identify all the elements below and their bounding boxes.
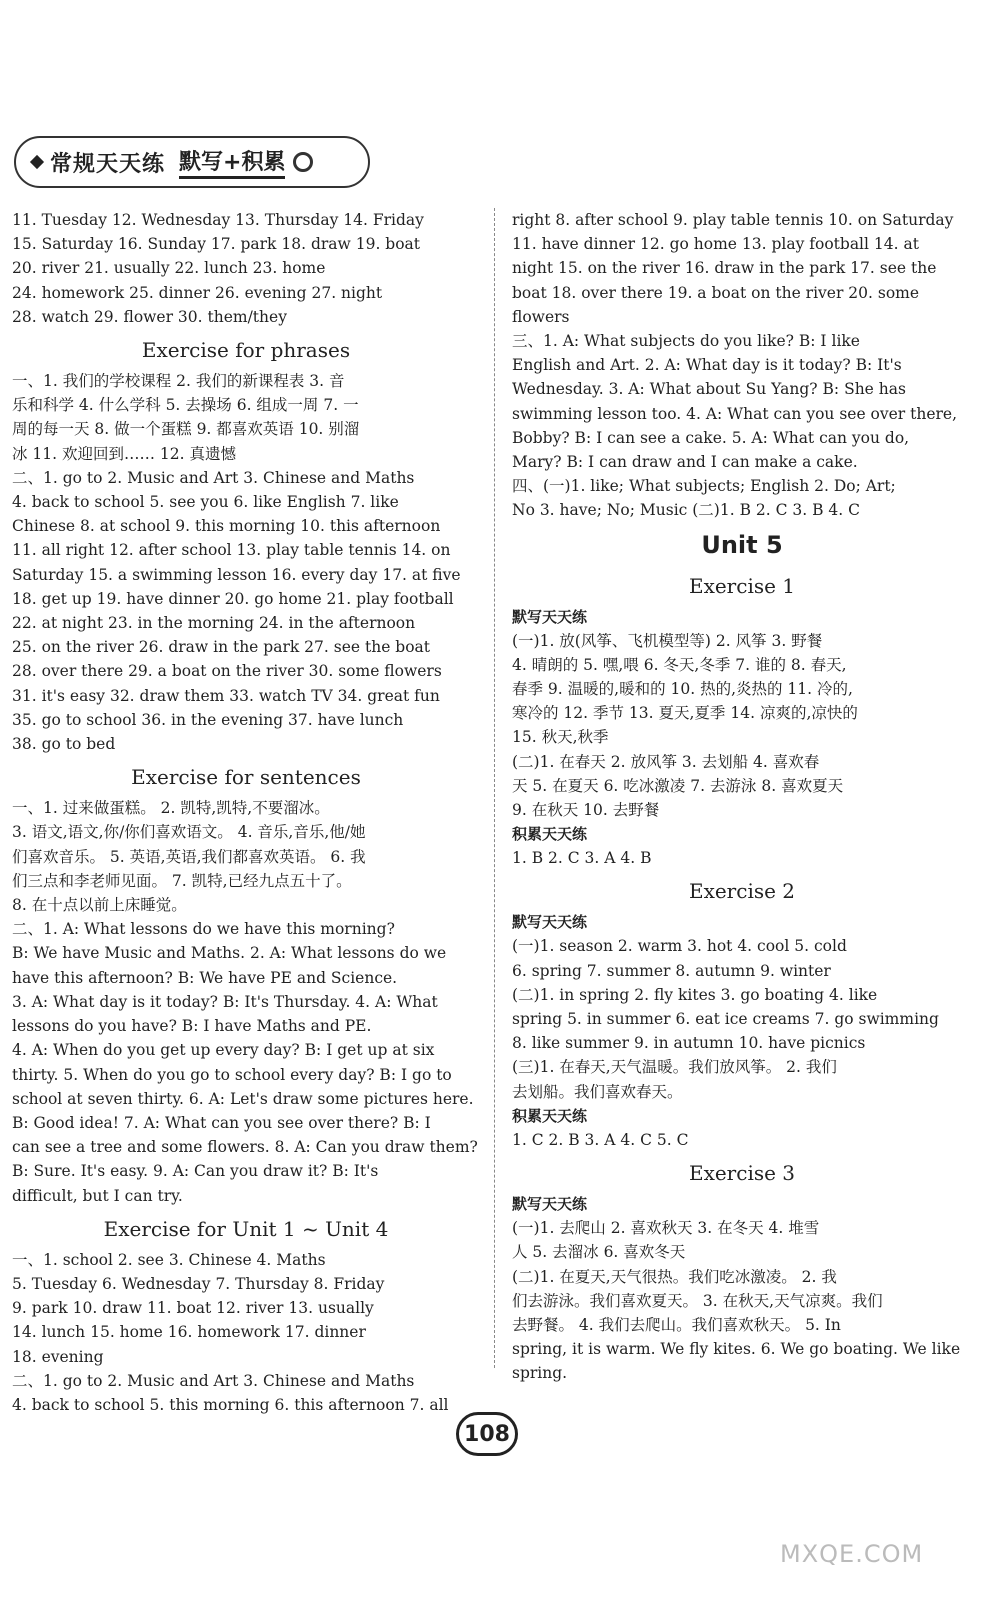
banner-subtitle: 默写+积累 [179, 145, 285, 179]
answer-line: 1. C 2. B 3. A 4. C 5. C [512, 1130, 689, 1149]
answer-line: 乐和科学 4. 什么学科 5. 去操场 6. 组成一周 7. 一 [12, 396, 359, 415]
section-label: 积累天天练 [512, 825, 588, 844]
answer-line: spring, it is warm. We fly kites. 6. We go boating. We like [512, 1340, 961, 1359]
page-number: 108 [456, 1412, 518, 1456]
section-banner [14, 136, 370, 188]
answer-line: 5. Tuesday 6. Wednesday 7. Thursday 8. Friday [12, 1274, 385, 1293]
answer-line: 11. have dinner 12. go home 13. play football 14. at [512, 235, 919, 254]
answer-line: lessons do you have? B: I have Maths and PE. [12, 1017, 372, 1036]
answer-line: Wednesday. 3. A: What about Su Yang? B: She has [512, 380, 906, 399]
answer-line: 四、(一)1. like; What subjects; English 2. Do; Art; [512, 477, 896, 496]
answer-line: B: Sure. It's easy. 9. A: Can you draw it? B: It's [12, 1162, 379, 1181]
answer-line: 们喜欢音乐。 5. 英语,英语,我们都喜欢英语。 6. 我 [12, 847, 366, 866]
answer-line: 15. Saturday 16. Sunday 17. park 18. draw 19. boat [12, 235, 421, 254]
answer-line: B: Good idea! 7. A: What can you see over there? B: I [12, 1113, 431, 1132]
answer-line: 二、1. A: What lessons do we have this morning? [12, 920, 395, 939]
exercise-heading: Exercise for sentences [131, 765, 361, 790]
answer-line: swimming lesson too. 4. A: What can you see over there, [512, 404, 958, 423]
answer-line: 天 5. 在夏天 6. 吃冰激凌 7. 去游泳 8. 喜欢夏天 [512, 776, 844, 795]
answer-line: 去划船。我们喜欢春天。 [512, 1082, 683, 1101]
answer-line: B: We have Music and Maths. 2. A: What lessons do we [12, 944, 447, 963]
answer-line: 春季 9. 温暖的,暖和的 10. 热的,炎热的 11. 冷的, [512, 680, 853, 699]
answer-line: 9. 在秋天 10. 去野餐 [512, 801, 660, 820]
answer-line: 11. Tuesday 12. Wednesday 13. Thursday 14. Friday [12, 211, 424, 229]
answer-line: 二、1. go to 2. Music and Art 3. Chinese and Maths [12, 468, 415, 487]
answer-line: right 8. after school 9. play table tennis 10. on Saturday [512, 211, 954, 229]
answer-line: 9. park 10. draw 11. boat 12. river 13. usually [12, 1299, 374, 1318]
answer-line: flowers [512, 307, 570, 326]
clock-icon [293, 152, 313, 172]
answer-line: 28. watch 29. flower 30. them/they [12, 307, 287, 326]
answer-line: (二)1. in spring 2. fly kites 3. go boating 4. like [512, 985, 878, 1004]
answer-line: 4. back to school 5. this morning 6. this afternoon 7. all [12, 1395, 449, 1414]
answer-line: 寒冷的 12. 季节 13. 夏天,夏季 14. 凉爽的,凉快的 [512, 704, 858, 723]
section-label: 默写天天练 [512, 1195, 588, 1214]
answer-line: 1. B 2. C 3. A 4. B [512, 849, 652, 868]
answer-line: 22. at night 23. in the morning 24. in the afternoon [12, 614, 416, 633]
answer-line: (一)1. 放(风筝、飞机模型等) 2. 风筝 3. 野餐 [512, 631, 823, 650]
answer-line: 三、1. A: What subjects do you like? B: I like [512, 332, 860, 351]
answer-line: 周的每一天 8. 做一个蛋糕 9. 都喜欢英语 10. 别溜 [12, 420, 360, 439]
column-divider [494, 208, 495, 1368]
answer-line: spring. [512, 1364, 568, 1383]
answer-line: (一)1. season 2. warm 3. hot 4. cool 5. cold [512, 937, 847, 956]
answer-line: No 3. have; No; Music (二)1. B 2. C 3. B 4. C [512, 501, 860, 520]
answer-line: have this afternoon? B: We have PE and Science. [12, 968, 398, 987]
answer-line: 4. A: When do you get up every day? B: I get up at six [12, 1041, 435, 1060]
exercise-heading: Exercise 2 [688, 879, 796, 904]
answer-line: (二)1. 在夏天,天气很热。我们吃冰激凌。 2. 我 [512, 1267, 837, 1286]
unit-title: Unit 5 [701, 530, 783, 559]
answer-line: 35. go to school 36. in the evening 37. have lunch [12, 710, 404, 729]
answer-line: night 15. on the river 16. draw in the park 17. see the [512, 259, 937, 278]
answer-line: (一)1. 去爬山 2. 喜欢秋天 3. 在冬天 4. 堆雪 [512, 1219, 820, 1238]
answer-line: Bobby? B: I can see a cake. 5. A: What can you do, [512, 428, 910, 447]
section-label: 默写天天练 [512, 607, 588, 626]
answer-line: 8. 在十点以前上床睡觉。 [12, 896, 187, 915]
answer-line: 14. lunch 15. home 16. homework 17. dinner [12, 1323, 366, 1342]
answer-line: 8. like summer 9. in autumn 10. have picnics [512, 1034, 866, 1053]
answer-line: 31. it's easy 32. draw them 33. watch TV 34. great fun [12, 686, 440, 705]
answer-line: 们三点和李老师见面。 7. 凯特,已经九点五十了。 [12, 871, 352, 890]
watermark: MXQE.COM [780, 1540, 924, 1568]
answer-line: Mary? B: I can draw and I can make a cake. [512, 453, 858, 472]
answer-line: 4. back to school 5. see you 6. like English 7. like [12, 493, 399, 512]
exercise-heading: Exercise 3 [688, 1161, 796, 1186]
answer-line: 6. spring 7. summer 8. autumn 9. winter [512, 961, 831, 980]
answer-line: 18. evening [12, 1347, 104, 1366]
answer-line: 一、1. 我们的学校课程 2. 我们的新课程表 3. 音 [12, 372, 345, 391]
exercise-heading: Exercise for phrases [141, 338, 351, 363]
answer-line: 3. 语文,语文,你/你们喜欢语文。 4. 音乐,音乐,他/她 [12, 823, 366, 842]
answer-line: 24. homework 25. dinner 26. evening 27. night [12, 283, 383, 302]
answer-line: 38. go to bed [12, 735, 116, 754]
answer-line: 冰 11. 欢迎回到…… 12. 真遗憾 [12, 444, 237, 463]
answer-line: difficult, but I can try. [12, 1186, 183, 1205]
answer-line: Chinese 8. at school 9. this morning 10. this afternoon [12, 517, 441, 536]
answer-line: 15. 秋天,秋季 [512, 728, 609, 747]
answer-line: 3. A: What day is it today? B: It's Thursday. 4. A: What [12, 992, 438, 1011]
banner-title: 常规天天练 [50, 151, 166, 177]
left-column [12, 208, 480, 1417]
answer-line: 人 5. 去溜冰 6. 喜欢冬天 [512, 1243, 686, 1262]
answer-line: English and Art. 2. A: What day is it today? B: It's [512, 356, 902, 375]
right-column [512, 208, 972, 1386]
answer-line: 们去游泳。我们喜欢夏天。 3. 在秋天,天气凉爽。我们 [512, 1291, 883, 1310]
exercise-heading: Exercise 1 [688, 573, 796, 598]
answer-line: 二、1. go to 2. Music and Art 3. Chinese and Maths [12, 1371, 415, 1390]
answer-line: 18. get up 19. have dinner 20. go home 21. play football [12, 589, 454, 608]
answer-line: boat 18. over there 19. a boat on the river 20. some [512, 283, 920, 302]
answer-line: thirty. 5. When do you go to school every day? B: I go to [12, 1065, 452, 1084]
answer-line: spring 5. in summer 6. eat ice creams 7. go swimming [512, 1010, 939, 1029]
answer-line: can see a tree and some flowers. 8. A: Can you draw them? [12, 1138, 478, 1157]
answer-line: 25. on the river 26. draw in the park 27. see the boat [12, 638, 431, 657]
diamond-icon [30, 155, 44, 169]
answer-line: 一、1. school 2. see 3. Chinese 4. Maths [12, 1250, 326, 1269]
section-label: 默写天天练 [512, 913, 588, 932]
answer-line: 20. river 21. usually 22. lunch 23. home [12, 259, 326, 278]
answer-line: (三)1. 在春天,天气温暖。我们放风筝。 2. 我们 [512, 1058, 837, 1077]
answer-line: 去野餐。 4. 我们去爬山。我们喜欢秋天。 5. In [512, 1315, 841, 1334]
answer-line: 11. all right 12. after school 13. play table tennis 14. on [12, 541, 451, 560]
answer-line: (二)1. 在春天 2. 放风筝 3. 去划船 4. 喜欢春 [512, 752, 820, 771]
answer-line: Saturday 15. a swimming lesson 16. every day 17. at five [12, 565, 461, 584]
answer-line: school at seven thirty. 6. A: Let's draw some pictures here. [12, 1089, 474, 1108]
answer-line: 28. over there 29. a boat on the river 30. some flowers [12, 662, 442, 681]
answer-line: 一、1. 过来做蛋糕。 2. 凯特,凯特,不要溜冰。 [12, 799, 330, 818]
section-label: 积累天天练 [512, 1106, 588, 1125]
answer-line: 4. 晴朗的 5. 嘿,喂 6. 冬天,冬季 7. 谁的 8. 春天, [512, 655, 847, 674]
exercise-heading: Exercise for Unit 1 ~ Unit 4 [103, 1216, 389, 1241]
